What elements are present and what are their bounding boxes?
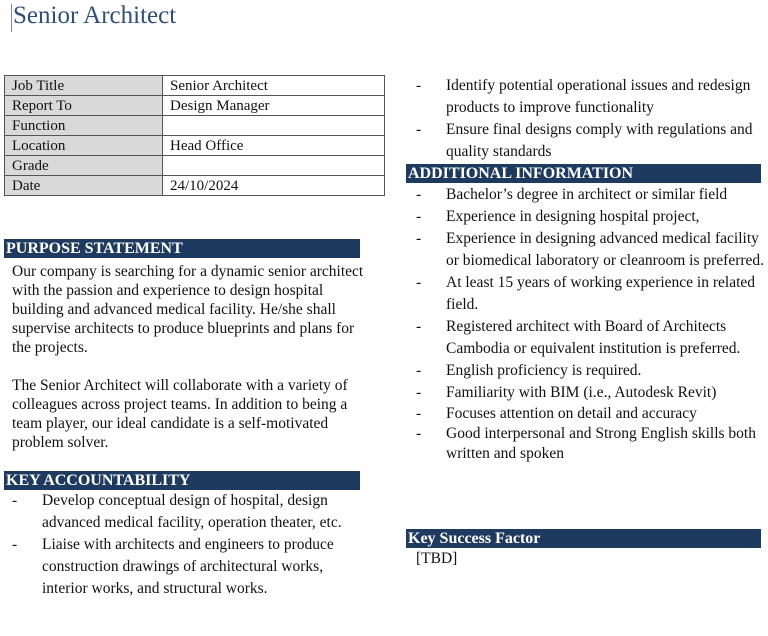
dash-marker: - <box>416 405 422 422</box>
list-item-text: Ensure final designs comply with regulations and quality standards <box>446 121 753 160</box>
job-info-table <box>4 75 385 196</box>
table-row <box>5 176 385 196</box>
list-item-text: Good interpersonal and Strong English skills both written and spoken <box>446 425 756 462</box>
key-accountability-list <box>12 490 364 600</box>
list-item-text: At least 15 years of working experience in related field. <box>446 274 756 313</box>
purpose-statement-heading: PURPOSE STATEMENT <box>4 239 360 258</box>
dash-marker: - <box>416 384 422 401</box>
dash-marker: - <box>416 186 422 203</box>
dash-marker: - <box>416 425 422 442</box>
additional-information-list <box>416 184 766 464</box>
key-success-factor-value: [TBD] <box>416 550 458 567</box>
purpose-paragraph-2: The Senior Architect will collaborate with a variety of colleagues across project teams. In addition to being a team player, our ideal candidate is a self-motivated problem solver. <box>12 377 348 451</box>
list-item-text: Develop conceptual design of hospital, design advanced medical facility, operation theater, etc. <box>42 492 342 531</box>
list-item-text: Bachelor’s degree in architect or similar field <box>446 186 728 203</box>
additional-information-heading: ADDITIONAL INFORMATION <box>406 164 761 183</box>
row-value <box>163 156 385 176</box>
key-accountability-heading: KEY ACCOUNTABILITY <box>4 471 360 490</box>
row-value: Design Manager <box>163 96 385 116</box>
list-item <box>416 272 766 316</box>
dash-marker: - <box>416 208 422 225</box>
list-item-text: Experience in designing advanced medical facility or biomedical laboratory or cleanroom is preferred. <box>446 230 765 269</box>
list-item-text: Focuses attention on detail and accuracy <box>446 405 697 422</box>
dash-marker: - <box>416 77 422 94</box>
list-item <box>416 119 766 163</box>
row-label: Report To <box>5 96 163 116</box>
list-item <box>416 316 766 360</box>
dash-marker: - <box>416 318 422 335</box>
table-row <box>5 96 385 116</box>
row-value: Senior Architect <box>163 76 385 96</box>
list-item-text: Identify potential operational issues and redesign products to improve functionality <box>446 77 751 116</box>
key-success-factor-heading: Key Success Factor <box>406 529 761 548</box>
text-cursor <box>11 4 12 32</box>
list-item-text: Familiarity with BIM (i.e., Autodesk Revit) <box>446 384 717 401</box>
purpose-paragraph-1: Our company is searching for a dynamic senior architect with the passion and experience to design hospital building and advanced medical facility. He/she shall supervise architects to produce blueprints and plans for the projects. <box>12 263 364 356</box>
list-item <box>416 228 766 272</box>
dash-marker: - <box>416 230 422 247</box>
list-item <box>416 206 766 228</box>
row-label: Grade <box>5 156 163 176</box>
row-value: Head Office <box>163 136 385 156</box>
list-item <box>12 490 364 534</box>
list-item <box>416 382 766 404</box>
list-item <box>416 424 766 464</box>
list-item <box>416 404 766 424</box>
list-item-text: Experience in designing hospital project, <box>446 208 700 225</box>
table-row <box>5 136 385 156</box>
list-item <box>416 184 766 206</box>
row-label: Date <box>5 176 163 196</box>
row-value: 24/10/2024 <box>163 176 385 196</box>
dash-marker: - <box>12 492 18 509</box>
list-item <box>416 360 766 382</box>
table-row <box>5 116 385 136</box>
page-title: Senior Architect <box>13 2 177 29</box>
list-item-text: English proficiency is required. <box>446 362 642 379</box>
dash-marker: - <box>12 536 18 553</box>
table-row <box>5 156 385 176</box>
dash-marker: - <box>416 362 422 379</box>
list-item <box>416 75 766 119</box>
list-item-text: Registered architect with Board of Architects Cambodia or equivalent institution is preferred. <box>446 318 741 357</box>
dash-marker: - <box>416 121 422 138</box>
list-item <box>12 534 364 600</box>
row-label: Location <box>5 136 163 156</box>
row-label: Function <box>5 116 163 136</box>
list-item-text: Liaise with architects and engineers to produce construction drawings of architectural works, interior works, and structural works. <box>42 536 334 597</box>
dash-marker: - <box>416 274 422 291</box>
row-value <box>163 116 385 136</box>
table-row <box>5 76 385 96</box>
key-accountability-list-continued <box>416 75 766 163</box>
row-label: Job Title <box>5 76 163 96</box>
